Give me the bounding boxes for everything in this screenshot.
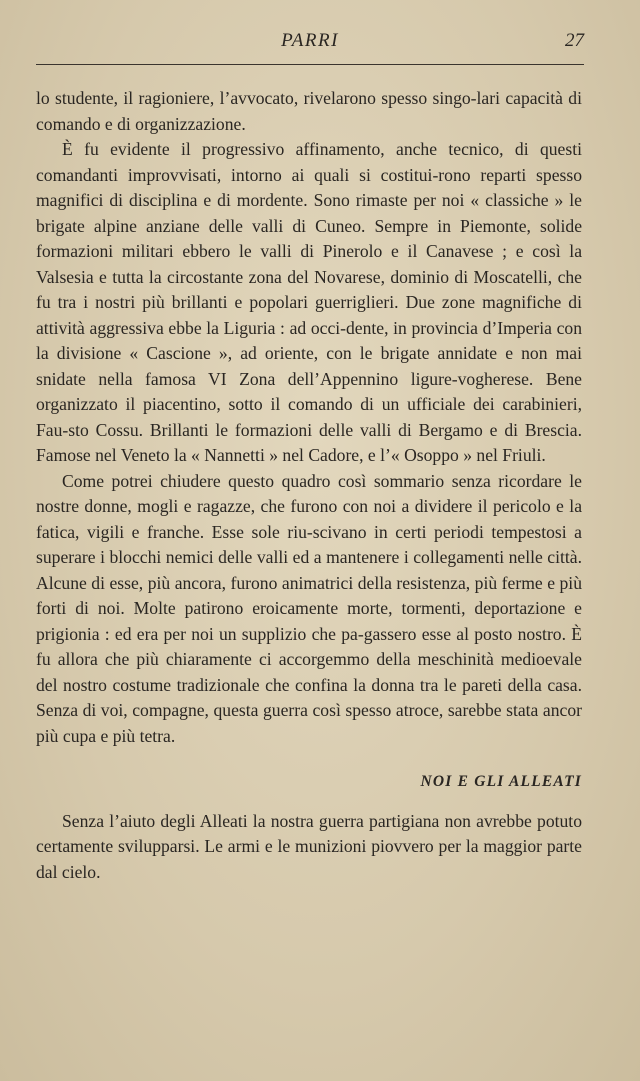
body-text (36, 86, 582, 885)
running-head (36, 30, 584, 54)
paragraph-4: Senza l’aiuto degli Alleati la nostra guerra partigiana non avrebbe potuto certamente svilupparsi. Le armi e le munizioni piovvero per la maggior parte dal cielo. (36, 810, 582, 882)
paragraph-2: È fu evidente il progressivo affinamento, anche tecnico, di questi comandanti improvvisati, intorno ai quali si costitui-rono reparti spesso magnifici di disciplina e di mordente. Sono rimaste per noi « classiche » le brigate alpine anziane delle valli di Cuneo. Sempre in Piemonte, solide formazioni militari ebbero le valli di Pinerolo e il Canavese ; e così la Valsesia e tutta la circostante zona del Novarese, dominio di Moscatelli, che fu tra i nostri più brillanti e popolari guerriglieri. Due zone magnifiche di attività aggressiva ebbe la Liguria : ad occi-dente, in provincia d’Imperia con la divisione « Cascione », ad oriente, con le brigate annidate e non mai snidate nella famosa VI Zona dell’Appennino ligure-vogherese. Bene organizzato il piacentino, sotto il comando di un ufficiale dei carabinieri, Fau-sto Cossu. Brillanti le formazioni delle valli di Bergamo e di Brescia. Famose nel Veneto la « Nannetti » nel Cadore, e l’« Osoppo » nel Friuli. (36, 139, 582, 465)
running-title: PARRI (281, 30, 339, 51)
header-rule (36, 64, 584, 65)
section-heading: NOI E GLI ALLEATI (420, 773, 582, 790)
paragraph-1: lo studente, il ragioniere, l’avvocato, rivelarono spesso singo-lari capacità di comando e di organizzazione. (36, 88, 582, 134)
page-number: 27 (565, 30, 584, 51)
paragraph-3: Come potrei chiudere questo quadro così sommario senza ricordare le nostre donne, mogli e ragazze, che furono con noi a dividere il pericolo e la fatica, vigili e franche. Esse sole riu-scivano in certi periodi tempestosi a superare i blocchi nemici delle valli ed a mantenere i collegamenti nelle città. Alcune di esse, più ancora, furono animatrici della resistenza, più ferme e più forti di noi. Molte patirono eroicamente morte, tormenti, deportazione e prigionia : ed era per noi un supplizio che pa-gassero esse al posto nostro. È fu allora che più chiaramente ci accorgemmo della meschinità medioevale del nostro costume tradizionale che confina la donna tra le pareti della casa. Senza di voi, compagne, questa guerra così spesso atroce, sarebbe stata ancor più cupa e più tetra. (36, 470, 582, 746)
